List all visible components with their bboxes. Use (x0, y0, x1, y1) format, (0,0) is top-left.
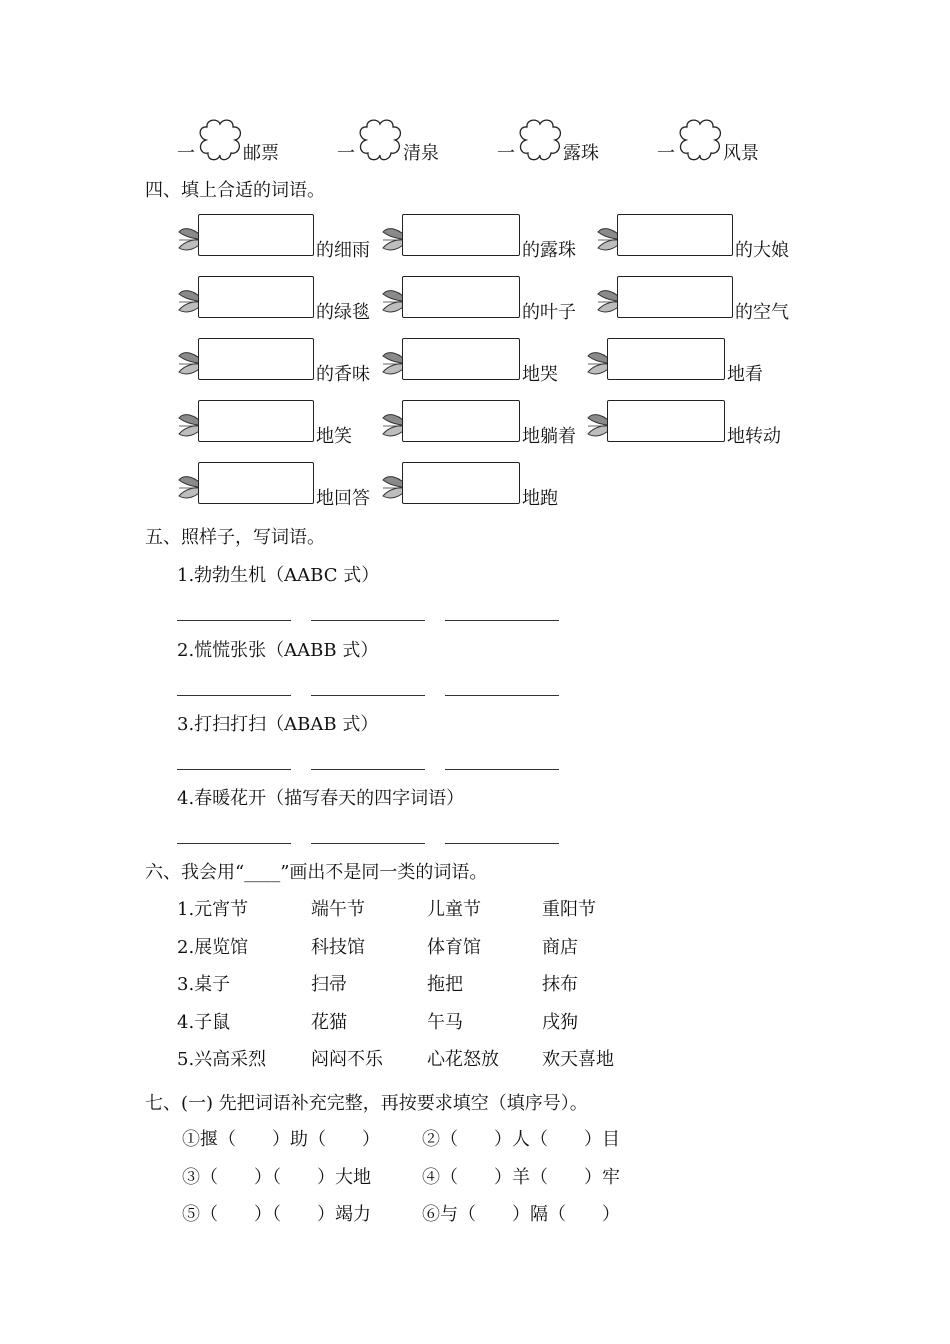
answer-box[interactable] (198, 462, 314, 504)
word: 邮票 (243, 143, 279, 164)
suffix-text: 地躺着 (522, 426, 576, 447)
answer-line[interactable] (177, 620, 291, 621)
prefix: 一 (657, 143, 675, 164)
word: 清泉 (403, 143, 439, 164)
word-cell[interactable]: 3.桌子 (177, 974, 231, 995)
answer-line[interactable] (311, 769, 425, 770)
section-7-title: 七、(一) 先把词语补充完整，再按要求填空（填序号）。 (145, 1093, 588, 1114)
pattern-item: 2.慌慌张张（AABB 式） (177, 640, 379, 661)
word: 风景 (723, 143, 759, 164)
answer-box[interactable] (402, 338, 520, 380)
prefix: 一 (337, 143, 355, 164)
word-cell[interactable]: 科技馆 (311, 936, 365, 958)
answer-line[interactable] (445, 620, 559, 621)
answer-box[interactable] (607, 400, 725, 442)
suffix-text: 地转动 (727, 426, 781, 447)
suffix-text: 的露珠 (522, 240, 576, 261)
word-cell[interactable]: 午马 (427, 1011, 463, 1033)
answer-line[interactable] (177, 695, 291, 696)
answer-box[interactable] (607, 338, 725, 380)
section-6-title: 六、我会用“____”画出不是同一类的词语。 (145, 862, 488, 883)
answer-box[interactable] (198, 338, 314, 380)
idiom-item[interactable]: ①揠（ ）助（ ） (182, 1129, 380, 1150)
answer-line[interactable] (177, 769, 291, 770)
answer-box[interactable] (402, 276, 520, 318)
section-4-title: 四、填上合适的词语。 (145, 180, 325, 201)
answer-box[interactable] (402, 400, 520, 442)
idiom-item[interactable]: ④（ ）羊（ ）牢 (422, 1166, 620, 1188)
word: 露珠 (563, 143, 599, 164)
answer-box[interactable] (402, 462, 520, 504)
answer-box[interactable] (617, 276, 733, 318)
prefix: 一 (497, 143, 515, 164)
word-cell[interactable]: 商店 (542, 936, 578, 958)
word-cell[interactable]: 戌狗 (542, 1011, 578, 1033)
word-cell[interactable]: 2.展览馆 (177, 936, 249, 958)
flower-icon (674, 118, 726, 162)
answer-line[interactable] (445, 695, 559, 696)
answer-line[interactable] (445, 769, 559, 770)
idiom-item[interactable]: ②（ ）人（ ）目 (422, 1129, 620, 1150)
word-cell[interactable]: 抹布 (542, 974, 578, 995)
suffix-text: 地回答 (316, 488, 370, 509)
word-cell[interactable]: 端午节 (311, 899, 365, 920)
word-cell[interactable]: 1.元宵节 (177, 899, 249, 920)
answer-box[interactable] (198, 214, 314, 256)
idiom-item[interactable]: ③（ ）（ ）大地 (182, 1166, 371, 1188)
suffix-text: 地哭 (522, 364, 558, 385)
idiom-item[interactable]: ⑤（ ）（ ）竭力 (182, 1204, 371, 1225)
word-cell[interactable]: 5.兴高采烈 (177, 1049, 267, 1070)
suffix-text: 的绿毯 (316, 302, 370, 323)
pattern-item: 1.勃勃生机（AABC 式） (177, 565, 380, 586)
section-5-title: 五、照样子，写词语。 (145, 527, 325, 548)
answer-box[interactable] (198, 400, 314, 442)
word-cell[interactable]: 花猫 (311, 1011, 347, 1033)
prefix: 一 (177, 143, 195, 164)
suffix-text: 的大娘 (735, 240, 789, 261)
answer-line[interactable] (177, 843, 291, 844)
answer-box[interactable] (198, 276, 314, 318)
suffix-text: 地跑 (522, 488, 558, 509)
word-cell[interactable]: 扫帚 (311, 974, 347, 995)
word-cell[interactable]: 心花怒放 (427, 1049, 499, 1070)
idiom-item[interactable]: ⑥与（ ）隔（ ） (422, 1204, 620, 1225)
word-cell[interactable]: 体育馆 (427, 936, 481, 958)
suffix-text: 的细雨 (316, 240, 370, 261)
suffix-text: 的叶子 (522, 302, 576, 323)
suffix-text: 的香味 (316, 364, 370, 385)
answer-line[interactable] (445, 843, 559, 844)
flower-icon (514, 118, 566, 162)
answer-box[interactable] (617, 214, 733, 256)
answer-line[interactable] (311, 620, 425, 621)
suffix-text: 地笑 (316, 426, 352, 447)
answer-line[interactable] (311, 843, 425, 844)
word-cell[interactable]: 拖把 (427, 974, 463, 995)
suffix-text: 的空气 (735, 302, 789, 323)
pattern-item: 4.春暖花开（描写春天的四字词语） (177, 788, 465, 809)
word-cell[interactable]: 欢天喜地 (542, 1049, 614, 1070)
word-cell[interactable]: 4.子鼠 (177, 1011, 231, 1033)
flower-icon (194, 118, 246, 162)
word-cell[interactable]: 重阳节 (542, 899, 596, 920)
pattern-item: 3.打扫打扫（ABAB 式） (177, 714, 379, 735)
flower-icon (354, 118, 406, 162)
suffix-text: 地看 (727, 364, 763, 385)
answer-line[interactable] (311, 695, 425, 696)
word-cell[interactable]: 儿童节 (427, 899, 481, 920)
word-cell[interactable]: 闷闷不乐 (311, 1049, 383, 1070)
answer-box[interactable] (402, 214, 520, 256)
